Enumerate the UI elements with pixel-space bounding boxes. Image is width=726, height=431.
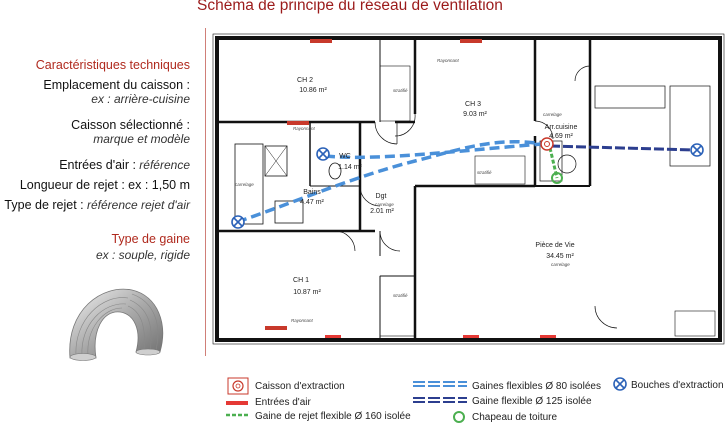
entrees-label: Entrées d'air :: [59, 158, 136, 172]
room-ch2: CH 2: [297, 77, 313, 84]
room-bains: Bains: [303, 189, 321, 196]
emplacement-label: Emplacement du caisson :: [43, 78, 190, 92]
legend-chapeau-text: Chapeau de toiture: [472, 412, 558, 423]
longueur-value: ex : 1,50 m: [128, 178, 190, 192]
note-stratifie-3: stratifié: [393, 293, 408, 298]
flexible-duct-image: [62, 280, 172, 362]
room-ch1-area: 10.87 m²: [293, 289, 321, 296]
room-ch3: CH 3: [465, 101, 481, 108]
legend-gaines80-icon: [412, 380, 468, 388]
room-piece-area: 34.45 m²: [546, 253, 574, 260]
legend-rejet-icon: [225, 412, 251, 418]
note-rayonnant-3: Rayonnant: [291, 318, 313, 323]
room-cuisine-area: 4.69 m²: [549, 133, 573, 140]
room-ch2-area: 10.86 m²: [299, 87, 327, 94]
room-cuisine: Arr.cuisine: [544, 124, 578, 131]
note-carrelage-piece: carrelage: [551, 262, 570, 267]
legend-gaine125-icon: [412, 396, 468, 404]
rejet-label: Type de rejet :: [4, 198, 84, 212]
note-rayonnant-1: Rayonnant: [293, 126, 315, 131]
legend-bouche-text: Bouches d'extraction: [631, 380, 724, 391]
legend-rejet-text: Gaine de rejet flexible Ø 160 isolée: [255, 411, 411, 422]
room-bains-area: 4.47 m²: [300, 199, 324, 206]
note-stratifie-1: stratifié: [393, 88, 408, 93]
legend-entrees-text: Entrées d'air: [255, 397, 311, 408]
legend-gaines80-text: Gaines flexibles Ø 80 isolées: [472, 381, 601, 392]
bouche-bains: [232, 216, 244, 228]
note-carrelage-bains: carrelage: [235, 182, 254, 187]
duct-80-wc: [325, 144, 542, 157]
bouche-wc: [317, 148, 329, 160]
duct-125-cuisine: [550, 146, 695, 150]
emplacement-value: ex : arrière-cuisine: [91, 92, 190, 106]
gaine-heading: Type de gaine: [111, 232, 190, 246]
room-dgt-area: 2.01 m²: [370, 208, 394, 215]
legend-caisson-icon: [226, 376, 250, 396]
caisson-value: marque et modèle: [93, 132, 190, 146]
room-wc: WC: [339, 153, 351, 160]
legend-entrees-icon: [226, 401, 248, 405]
gaine-value: ex : souple, rigide: [95, 248, 190, 262]
radiator-ch3: [460, 39, 482, 43]
room-ch3-area: 9.03 m²: [463, 111, 487, 118]
air-inlet-1: [325, 335, 341, 338]
specs-panel: [0, 58, 190, 262]
floor-plan: [205, 26, 726, 358]
radiator-bains: [287, 121, 309, 125]
legend-bouche-icon: [612, 376, 628, 392]
note-stratifie-2: stratifié: [477, 170, 492, 175]
radiator-ch1: [265, 326, 287, 330]
room-wc-area: 1.14 m²: [338, 164, 362, 171]
specs-heading: Caractéristiques techniques: [35, 58, 190, 72]
rejet-value: référence rejet d'air: [86, 198, 190, 212]
room-ch1: CH 1: [293, 277, 309, 284]
legend-caisson-text: Caisson d'extraction: [255, 381, 345, 392]
bouche-cuisine: [691, 144, 703, 156]
note-carrelage-dgt: carrelage: [375, 202, 394, 207]
radiator-ch2: [310, 39, 332, 43]
air-inlet-3: [540, 335, 556, 338]
entrees-value: référence: [139, 158, 190, 172]
longueur-label: Longueur de rejet :: [19, 178, 125, 192]
note-carrelage-cuisine: carrelage: [543, 112, 562, 117]
air-inlet-2: [463, 335, 479, 338]
caisson-label: Caisson sélectionné :: [71, 118, 190, 132]
legend-chapeau-icon: [452, 410, 466, 424]
note-rayonnant-2: Rayonnant: [437, 58, 459, 63]
room-dgt: Dgt: [375, 193, 387, 200]
diagram-title: Schéma de principe du réseau de ventilation: [197, 0, 503, 14]
legend-gaine125-text: Gaine flexible Ø 125 isolée: [472, 396, 592, 407]
room-piece: Pièce de Vie: [535, 242, 575, 249]
